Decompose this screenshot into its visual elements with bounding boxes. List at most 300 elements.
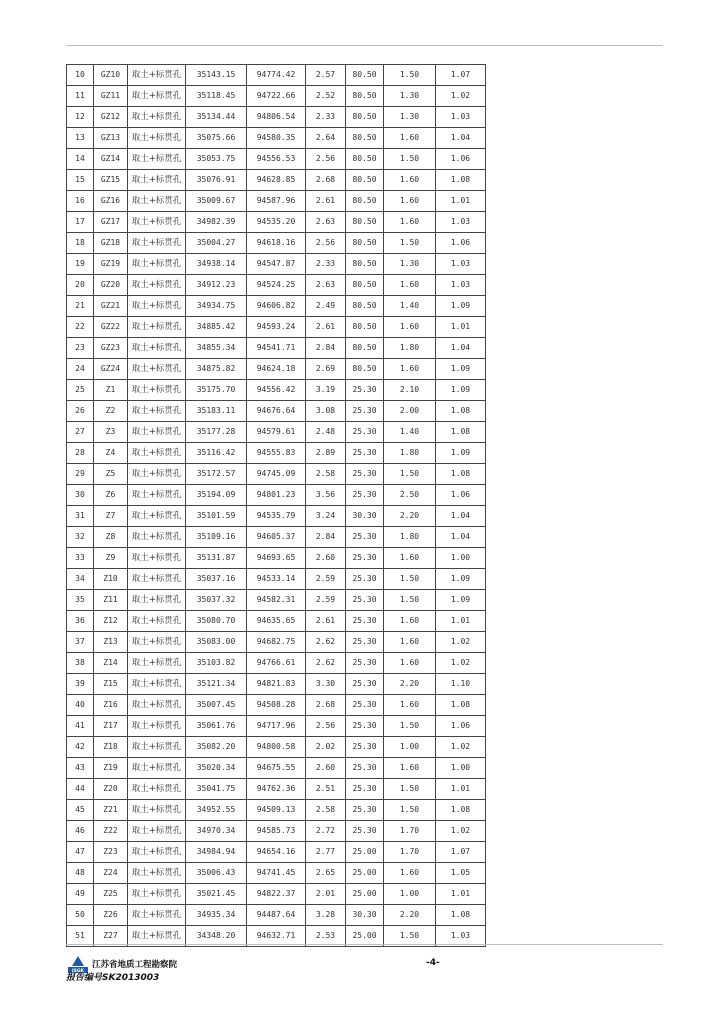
table-row <box>67 401 486 422</box>
cell-borehole-id: Z24 <box>94 863 128 884</box>
cell-borehole-type: 取土+标贯孔 <box>128 863 186 884</box>
cell-value-c: 2.20 <box>384 506 436 527</box>
cell-index: 32 <box>67 527 94 548</box>
cell-borehole-type: 取土+标贯孔 <box>128 569 186 590</box>
cell-x-coordinate: 35009.67 <box>186 191 247 212</box>
cell-value-a: 2.63 <box>306 212 346 233</box>
cell-x-coordinate: 35007.45 <box>186 695 247 716</box>
cell-value-c: 2.10 <box>384 380 436 401</box>
cell-value-b: 80.50 <box>346 317 384 338</box>
cell-value-d: 1.09 <box>436 359 486 380</box>
cell-value-b: 80.50 <box>346 107 384 128</box>
cell-borehole-type: 取土+标贯孔 <box>128 149 186 170</box>
cell-x-coordinate: 35004.27 <box>186 233 247 254</box>
cell-borehole-id: Z2 <box>94 401 128 422</box>
cell-value-a: 3.24 <box>306 506 346 527</box>
cell-index: 42 <box>67 737 94 758</box>
footer-divider <box>66 944 663 945</box>
table-row <box>67 800 486 821</box>
cell-borehole-id: Z9 <box>94 548 128 569</box>
cell-borehole-id: Z4 <box>94 443 128 464</box>
cell-value-d: 1.04 <box>436 506 486 527</box>
cell-value-a: 2.68 <box>306 695 346 716</box>
table-row <box>67 569 486 590</box>
table-row <box>67 380 486 401</box>
table-row <box>67 65 486 86</box>
cell-borehole-type: 取土+标贯孔 <box>128 107 186 128</box>
cell-y-coordinate: 94547.87 <box>247 254 306 275</box>
cell-value-d: 1.07 <box>436 842 486 863</box>
cell-value-d: 1.03 <box>436 107 486 128</box>
cell-value-d: 1.00 <box>436 548 486 569</box>
cell-borehole-type: 取土+标贯孔 <box>128 884 186 905</box>
table-row <box>67 275 486 296</box>
cell-y-coordinate: 94593.24 <box>247 317 306 338</box>
cell-y-coordinate: 94745.09 <box>247 464 306 485</box>
cell-value-c: 1.60 <box>384 191 436 212</box>
organization-name: 江苏省地质工程勘察院 <box>92 960 178 970</box>
cell-value-d: 1.06 <box>436 233 486 254</box>
cell-value-a: 2.53 <box>306 926 346 947</box>
cell-value-b: 25.30 <box>346 548 384 569</box>
cell-value-a: 2.77 <box>306 842 346 863</box>
cell-value-c: 1.70 <box>384 842 436 863</box>
cell-x-coordinate: 35177.28 <box>186 422 247 443</box>
cell-borehole-type: 取土+标贯孔 <box>128 317 186 338</box>
cell-value-b: 30.30 <box>346 905 384 926</box>
table-row <box>67 506 486 527</box>
cell-index: 37 <box>67 632 94 653</box>
cell-value-a: 2.64 <box>306 128 346 149</box>
header-divider <box>66 45 663 46</box>
cell-value-d: 1.07 <box>436 65 486 86</box>
cell-value-b: 80.50 <box>346 275 384 296</box>
cell-x-coordinate: 34348.20 <box>186 926 247 947</box>
cell-y-coordinate: 94741.45 <box>247 863 306 884</box>
table-row <box>67 737 486 758</box>
cell-index: 29 <box>67 464 94 485</box>
cell-value-b: 25.00 <box>346 884 384 905</box>
cell-value-b: 25.30 <box>346 716 384 737</box>
cell-borehole-id: GZ18 <box>94 233 128 254</box>
cell-value-c: 1.60 <box>384 359 436 380</box>
cell-index: 48 <box>67 863 94 884</box>
cell-x-coordinate: 35172.57 <box>186 464 247 485</box>
table-row <box>67 548 486 569</box>
cell-borehole-type: 取土+标贯孔 <box>128 548 186 569</box>
cell-index: 33 <box>67 548 94 569</box>
cell-value-a: 3.19 <box>306 380 346 401</box>
cell-index: 39 <box>67 674 94 695</box>
cell-borehole-type: 取土+标贯孔 <box>128 653 186 674</box>
cell-borehole-type: 取土+标贯孔 <box>128 716 186 737</box>
cell-value-b: 25.30 <box>346 821 384 842</box>
cell-y-coordinate: 94587.96 <box>247 191 306 212</box>
cell-x-coordinate: 34938.14 <box>186 254 247 275</box>
cell-value-c: 1.50 <box>384 926 436 947</box>
cell-x-coordinate: 35103.82 <box>186 653 247 674</box>
cell-value-b: 25.30 <box>346 569 384 590</box>
cell-value-a: 2.56 <box>306 233 346 254</box>
cell-borehole-type: 取土+标贯孔 <box>128 485 186 506</box>
cell-index: 47 <box>67 842 94 863</box>
cell-value-c: 1.80 <box>384 443 436 464</box>
cell-borehole-id: Z13 <box>94 632 128 653</box>
cell-value-c: 1.80 <box>384 527 436 548</box>
cell-value-b: 25.30 <box>346 485 384 506</box>
cell-value-c: 1.30 <box>384 107 436 128</box>
cell-borehole-id: Z23 <box>94 842 128 863</box>
cell-value-b: 25.30 <box>346 380 384 401</box>
page-number: -4- <box>426 958 440 968</box>
cell-borehole-type: 取土+标贯孔 <box>128 422 186 443</box>
table-row <box>67 317 486 338</box>
cell-value-c: 1.30 <box>384 254 436 275</box>
cell-value-c: 2.00 <box>384 401 436 422</box>
cell-borehole-id: Z15 <box>94 674 128 695</box>
table-row <box>67 590 486 611</box>
cell-borehole-id: GZ23 <box>94 338 128 359</box>
cell-y-coordinate: 94774.42 <box>247 65 306 86</box>
cell-value-d: 1.03 <box>436 212 486 233</box>
cell-value-d: 1.02 <box>436 632 486 653</box>
cell-borehole-type: 取土+标贯孔 <box>128 611 186 632</box>
cell-value-a: 3.30 <box>306 674 346 695</box>
cell-y-coordinate: 94624.18 <box>247 359 306 380</box>
cell-borehole-type: 取土+标贯孔 <box>128 779 186 800</box>
cell-borehole-id: Z18 <box>94 737 128 758</box>
cell-y-coordinate: 94535.20 <box>247 212 306 233</box>
cell-x-coordinate: 35109.16 <box>186 527 247 548</box>
table-row <box>67 233 486 254</box>
cell-borehole-id: Z25 <box>94 884 128 905</box>
table-row <box>67 695 486 716</box>
cell-value-b: 80.50 <box>346 359 384 380</box>
cell-y-coordinate: 94524.25 <box>247 275 306 296</box>
cell-y-coordinate: 94806.54 <box>247 107 306 128</box>
cell-index: 49 <box>67 884 94 905</box>
cell-borehole-type: 取土+标贯孔 <box>128 275 186 296</box>
cell-borehole-id: GZ13 <box>94 128 128 149</box>
cell-borehole-id: Z27 <box>94 926 128 947</box>
cell-borehole-id: Z20 <box>94 779 128 800</box>
cell-value-c: 1.40 <box>384 422 436 443</box>
table-row <box>67 716 486 737</box>
cell-borehole-id: GZ14 <box>94 149 128 170</box>
cell-value-d: 1.02 <box>436 653 486 674</box>
cell-value-b: 80.50 <box>346 254 384 275</box>
cell-value-a: 2.89 <box>306 443 346 464</box>
cell-x-coordinate: 35041.75 <box>186 779 247 800</box>
cell-value-c: 1.40 <box>384 296 436 317</box>
cell-value-b: 80.50 <box>346 149 384 170</box>
cell-value-d: 1.06 <box>436 485 486 506</box>
cell-index: 36 <box>67 611 94 632</box>
cell-value-c: 1.80 <box>384 338 436 359</box>
cell-y-coordinate: 94618.16 <box>247 233 306 254</box>
cell-value-b: 80.50 <box>346 212 384 233</box>
cell-borehole-id: Z26 <box>94 905 128 926</box>
cell-borehole-type: 取土+标贯孔 <box>128 632 186 653</box>
cell-index: 23 <box>67 338 94 359</box>
cell-value-c: 1.60 <box>384 128 436 149</box>
cell-x-coordinate: 35037.32 <box>186 590 247 611</box>
cell-y-coordinate: 94508.28 <box>247 695 306 716</box>
cell-value-c: 1.00 <box>384 737 436 758</box>
cell-value-a: 2.48 <box>306 422 346 443</box>
cell-value-c: 1.60 <box>384 611 436 632</box>
table-row <box>67 149 486 170</box>
cell-y-coordinate: 94580.35 <box>247 128 306 149</box>
cell-index: 18 <box>67 233 94 254</box>
table-row <box>67 884 486 905</box>
cell-value-a: 2.52 <box>306 86 346 107</box>
cell-x-coordinate: 35131.87 <box>186 548 247 569</box>
cell-y-coordinate: 94800.58 <box>247 737 306 758</box>
cell-y-coordinate: 94556.53 <box>247 149 306 170</box>
table-row <box>67 611 486 632</box>
cell-y-coordinate: 94766.61 <box>247 653 306 674</box>
cell-x-coordinate: 34934.75 <box>186 296 247 317</box>
cell-x-coordinate: 34952.55 <box>186 800 247 821</box>
cell-borehole-type: 取土+标贯孔 <box>128 842 186 863</box>
cell-x-coordinate: 35183.11 <box>186 401 247 422</box>
table-row <box>67 191 486 212</box>
cell-x-coordinate: 35053.75 <box>186 149 247 170</box>
table-row <box>67 170 486 191</box>
cell-x-coordinate: 35075.66 <box>186 128 247 149</box>
cell-value-c: 1.50 <box>384 779 436 800</box>
cell-value-a: 2.57 <box>306 65 346 86</box>
cell-y-coordinate: 94632.71 <box>247 926 306 947</box>
cell-value-b: 25.30 <box>346 632 384 653</box>
cell-value-b: 80.50 <box>346 170 384 191</box>
cell-value-d: 1.08 <box>436 800 486 821</box>
cell-borehole-type: 取土+标贯孔 <box>128 86 186 107</box>
cell-value-b: 25.30 <box>346 800 384 821</box>
cell-value-d: 1.09 <box>436 296 486 317</box>
cell-borehole-type: 取土+标贯孔 <box>128 800 186 821</box>
cell-value-a: 2.59 <box>306 569 346 590</box>
cell-y-coordinate: 94585.73 <box>247 821 306 842</box>
cell-x-coordinate: 34982.39 <box>186 212 247 233</box>
cell-borehole-id: Z5 <box>94 464 128 485</box>
cell-borehole-id: Z11 <box>94 590 128 611</box>
cell-value-d: 1.08 <box>436 170 486 191</box>
cell-value-b: 25.30 <box>346 422 384 443</box>
cell-borehole-type: 取土+标贯孔 <box>128 65 186 86</box>
cell-y-coordinate: 94605.37 <box>247 527 306 548</box>
cell-borehole-type: 取土+标贯孔 <box>128 443 186 464</box>
cell-x-coordinate: 35021.45 <box>186 884 247 905</box>
cell-y-coordinate: 94533.14 <box>247 569 306 590</box>
cell-value-d: 1.09 <box>436 569 486 590</box>
cell-y-coordinate: 94487.64 <box>247 905 306 926</box>
cell-borehole-type: 取土+标贯孔 <box>128 695 186 716</box>
cell-borehole-id: GZ24 <box>94 359 128 380</box>
cell-value-d: 1.01 <box>436 317 486 338</box>
cell-borehole-type: 取土+标贯孔 <box>128 590 186 611</box>
cell-index: 41 <box>67 716 94 737</box>
table-row <box>67 905 486 926</box>
cell-y-coordinate: 94654.16 <box>247 842 306 863</box>
table-row <box>67 674 486 695</box>
cell-value-b: 25.30 <box>346 674 384 695</box>
cell-value-a: 2.56 <box>306 149 346 170</box>
cell-value-c: 1.60 <box>384 170 436 191</box>
cell-x-coordinate: 34855.34 <box>186 338 247 359</box>
cell-x-coordinate: 35118.45 <box>186 86 247 107</box>
cell-value-c: 1.50 <box>384 590 436 611</box>
cell-value-c: 1.50 <box>384 800 436 821</box>
cell-value-b: 25.30 <box>346 695 384 716</box>
cell-borehole-id: Z22 <box>94 821 128 842</box>
cell-value-a: 2.65 <box>306 863 346 884</box>
cell-index: 10 <box>67 65 94 86</box>
cell-borehole-type: 取土+标贯孔 <box>128 821 186 842</box>
cell-value-b: 80.50 <box>346 338 384 359</box>
cell-value-a: 2.49 <box>306 296 346 317</box>
cell-borehole-type: 取土+标贯孔 <box>128 254 186 275</box>
table-row <box>67 464 486 485</box>
cell-value-b: 25.30 <box>346 464 384 485</box>
page-footer <box>66 956 663 986</box>
cell-value-a: 2.51 <box>306 779 346 800</box>
cell-borehole-id: Z12 <box>94 611 128 632</box>
table-row <box>67 422 486 443</box>
cell-value-b: 80.50 <box>346 296 384 317</box>
cell-value-c: 1.50 <box>384 65 436 86</box>
cell-value-a: 2.59 <box>306 590 346 611</box>
cell-value-b: 80.50 <box>346 233 384 254</box>
cell-borehole-type: 取土+标贯孔 <box>128 401 186 422</box>
cell-value-a: 2.60 <box>306 758 346 779</box>
cell-index: 50 <box>67 905 94 926</box>
borehole-table <box>66 64 486 947</box>
cell-x-coordinate: 34970.34 <box>186 821 247 842</box>
table-row <box>67 128 486 149</box>
cell-y-coordinate: 94675.55 <box>247 758 306 779</box>
cell-y-coordinate: 94717.96 <box>247 716 306 737</box>
cell-y-coordinate: 94676.64 <box>247 401 306 422</box>
cell-value-a: 2.02 <box>306 737 346 758</box>
cell-value-d: 1.02 <box>436 821 486 842</box>
cell-index: 25 <box>67 380 94 401</box>
report-number: 报告编号SK2013003 <box>66 973 160 983</box>
cell-value-b: 25.00 <box>346 926 384 947</box>
cell-y-coordinate: 94628.85 <box>247 170 306 191</box>
cell-borehole-type: 取土+标贯孔 <box>128 506 186 527</box>
table-row <box>67 758 486 779</box>
cell-value-d: 1.03 <box>436 254 486 275</box>
cell-index: 22 <box>67 317 94 338</box>
cell-value-b: 80.50 <box>346 191 384 212</box>
cell-x-coordinate: 35037.16 <box>186 569 247 590</box>
cell-borehole-id: Z21 <box>94 800 128 821</box>
cell-index: 15 <box>67 170 94 191</box>
cell-x-coordinate: 35076.91 <box>186 170 247 191</box>
cell-index: 26 <box>67 401 94 422</box>
cell-value-c: 1.60 <box>384 863 436 884</box>
cell-value-d: 1.04 <box>436 527 486 548</box>
cell-index: 19 <box>67 254 94 275</box>
cell-index: 43 <box>67 758 94 779</box>
cell-x-coordinate: 34912.23 <box>186 275 247 296</box>
table-row <box>67 842 486 863</box>
cell-index: 34 <box>67 569 94 590</box>
cell-value-d: 1.02 <box>436 737 486 758</box>
cell-value-a: 2.56 <box>306 716 346 737</box>
cell-value-d: 1.03 <box>436 275 486 296</box>
cell-borehole-id: Z19 <box>94 758 128 779</box>
cell-value-a: 2.63 <box>306 275 346 296</box>
cell-value-c: 1.60 <box>384 695 436 716</box>
cell-borehole-id: Z6 <box>94 485 128 506</box>
cell-value-b: 25.30 <box>346 737 384 758</box>
cell-index: 31 <box>67 506 94 527</box>
cell-borehole-id: GZ20 <box>94 275 128 296</box>
cell-x-coordinate: 35121.34 <box>186 674 247 695</box>
cell-value-d: 1.05 <box>436 863 486 884</box>
cell-value-a: 2.68 <box>306 170 346 191</box>
cell-y-coordinate: 94606.82 <box>247 296 306 317</box>
cell-value-c: 1.60 <box>384 653 436 674</box>
cell-value-a: 2.69 <box>306 359 346 380</box>
cell-y-coordinate: 94801.23 <box>247 485 306 506</box>
cell-value-d: 1.09 <box>436 443 486 464</box>
cell-value-d: 1.00 <box>436 758 486 779</box>
cell-x-coordinate: 35020.34 <box>186 758 247 779</box>
cell-borehole-type: 取土+标贯孔 <box>128 758 186 779</box>
cell-borehole-id: GZ21 <box>94 296 128 317</box>
cell-index: 20 <box>67 275 94 296</box>
cell-value-c: 1.60 <box>384 317 436 338</box>
cell-index: 14 <box>67 149 94 170</box>
cell-value-a: 2.62 <box>306 632 346 653</box>
cell-value-b: 30.30 <box>346 506 384 527</box>
cell-borehole-id: Z8 <box>94 527 128 548</box>
cell-borehole-id: Z17 <box>94 716 128 737</box>
cell-value-c: 1.60 <box>384 212 436 233</box>
cell-value-d: 1.09 <box>436 590 486 611</box>
cell-x-coordinate: 35194.09 <box>186 485 247 506</box>
cell-value-b: 25.30 <box>346 401 384 422</box>
cell-y-coordinate: 94693.65 <box>247 548 306 569</box>
cell-x-coordinate: 34935.34 <box>186 905 247 926</box>
cell-value-c: 2.20 <box>384 905 436 926</box>
cell-value-d: 1.06 <box>436 149 486 170</box>
table-row <box>67 443 486 464</box>
cell-index: 11 <box>67 86 94 107</box>
cell-x-coordinate: 35101.59 <box>186 506 247 527</box>
cell-y-coordinate: 94535.79 <box>247 506 306 527</box>
cell-x-coordinate: 35082.20 <box>186 737 247 758</box>
cell-x-coordinate: 35143.15 <box>186 65 247 86</box>
cell-y-coordinate: 94822.37 <box>247 884 306 905</box>
cell-value-c: 1.60 <box>384 275 436 296</box>
cell-value-d: 1.08 <box>436 464 486 485</box>
cell-index: 35 <box>67 590 94 611</box>
cell-borehole-id: GZ17 <box>94 212 128 233</box>
cell-value-c: 1.60 <box>384 758 436 779</box>
cell-value-a: 2.33 <box>306 254 346 275</box>
table-row <box>67 863 486 884</box>
cell-value-b: 25.30 <box>346 590 384 611</box>
table-row <box>67 821 486 842</box>
cell-value-d: 1.08 <box>436 695 486 716</box>
cell-index: 51 <box>67 926 94 947</box>
cell-x-coordinate: 35080.70 <box>186 611 247 632</box>
